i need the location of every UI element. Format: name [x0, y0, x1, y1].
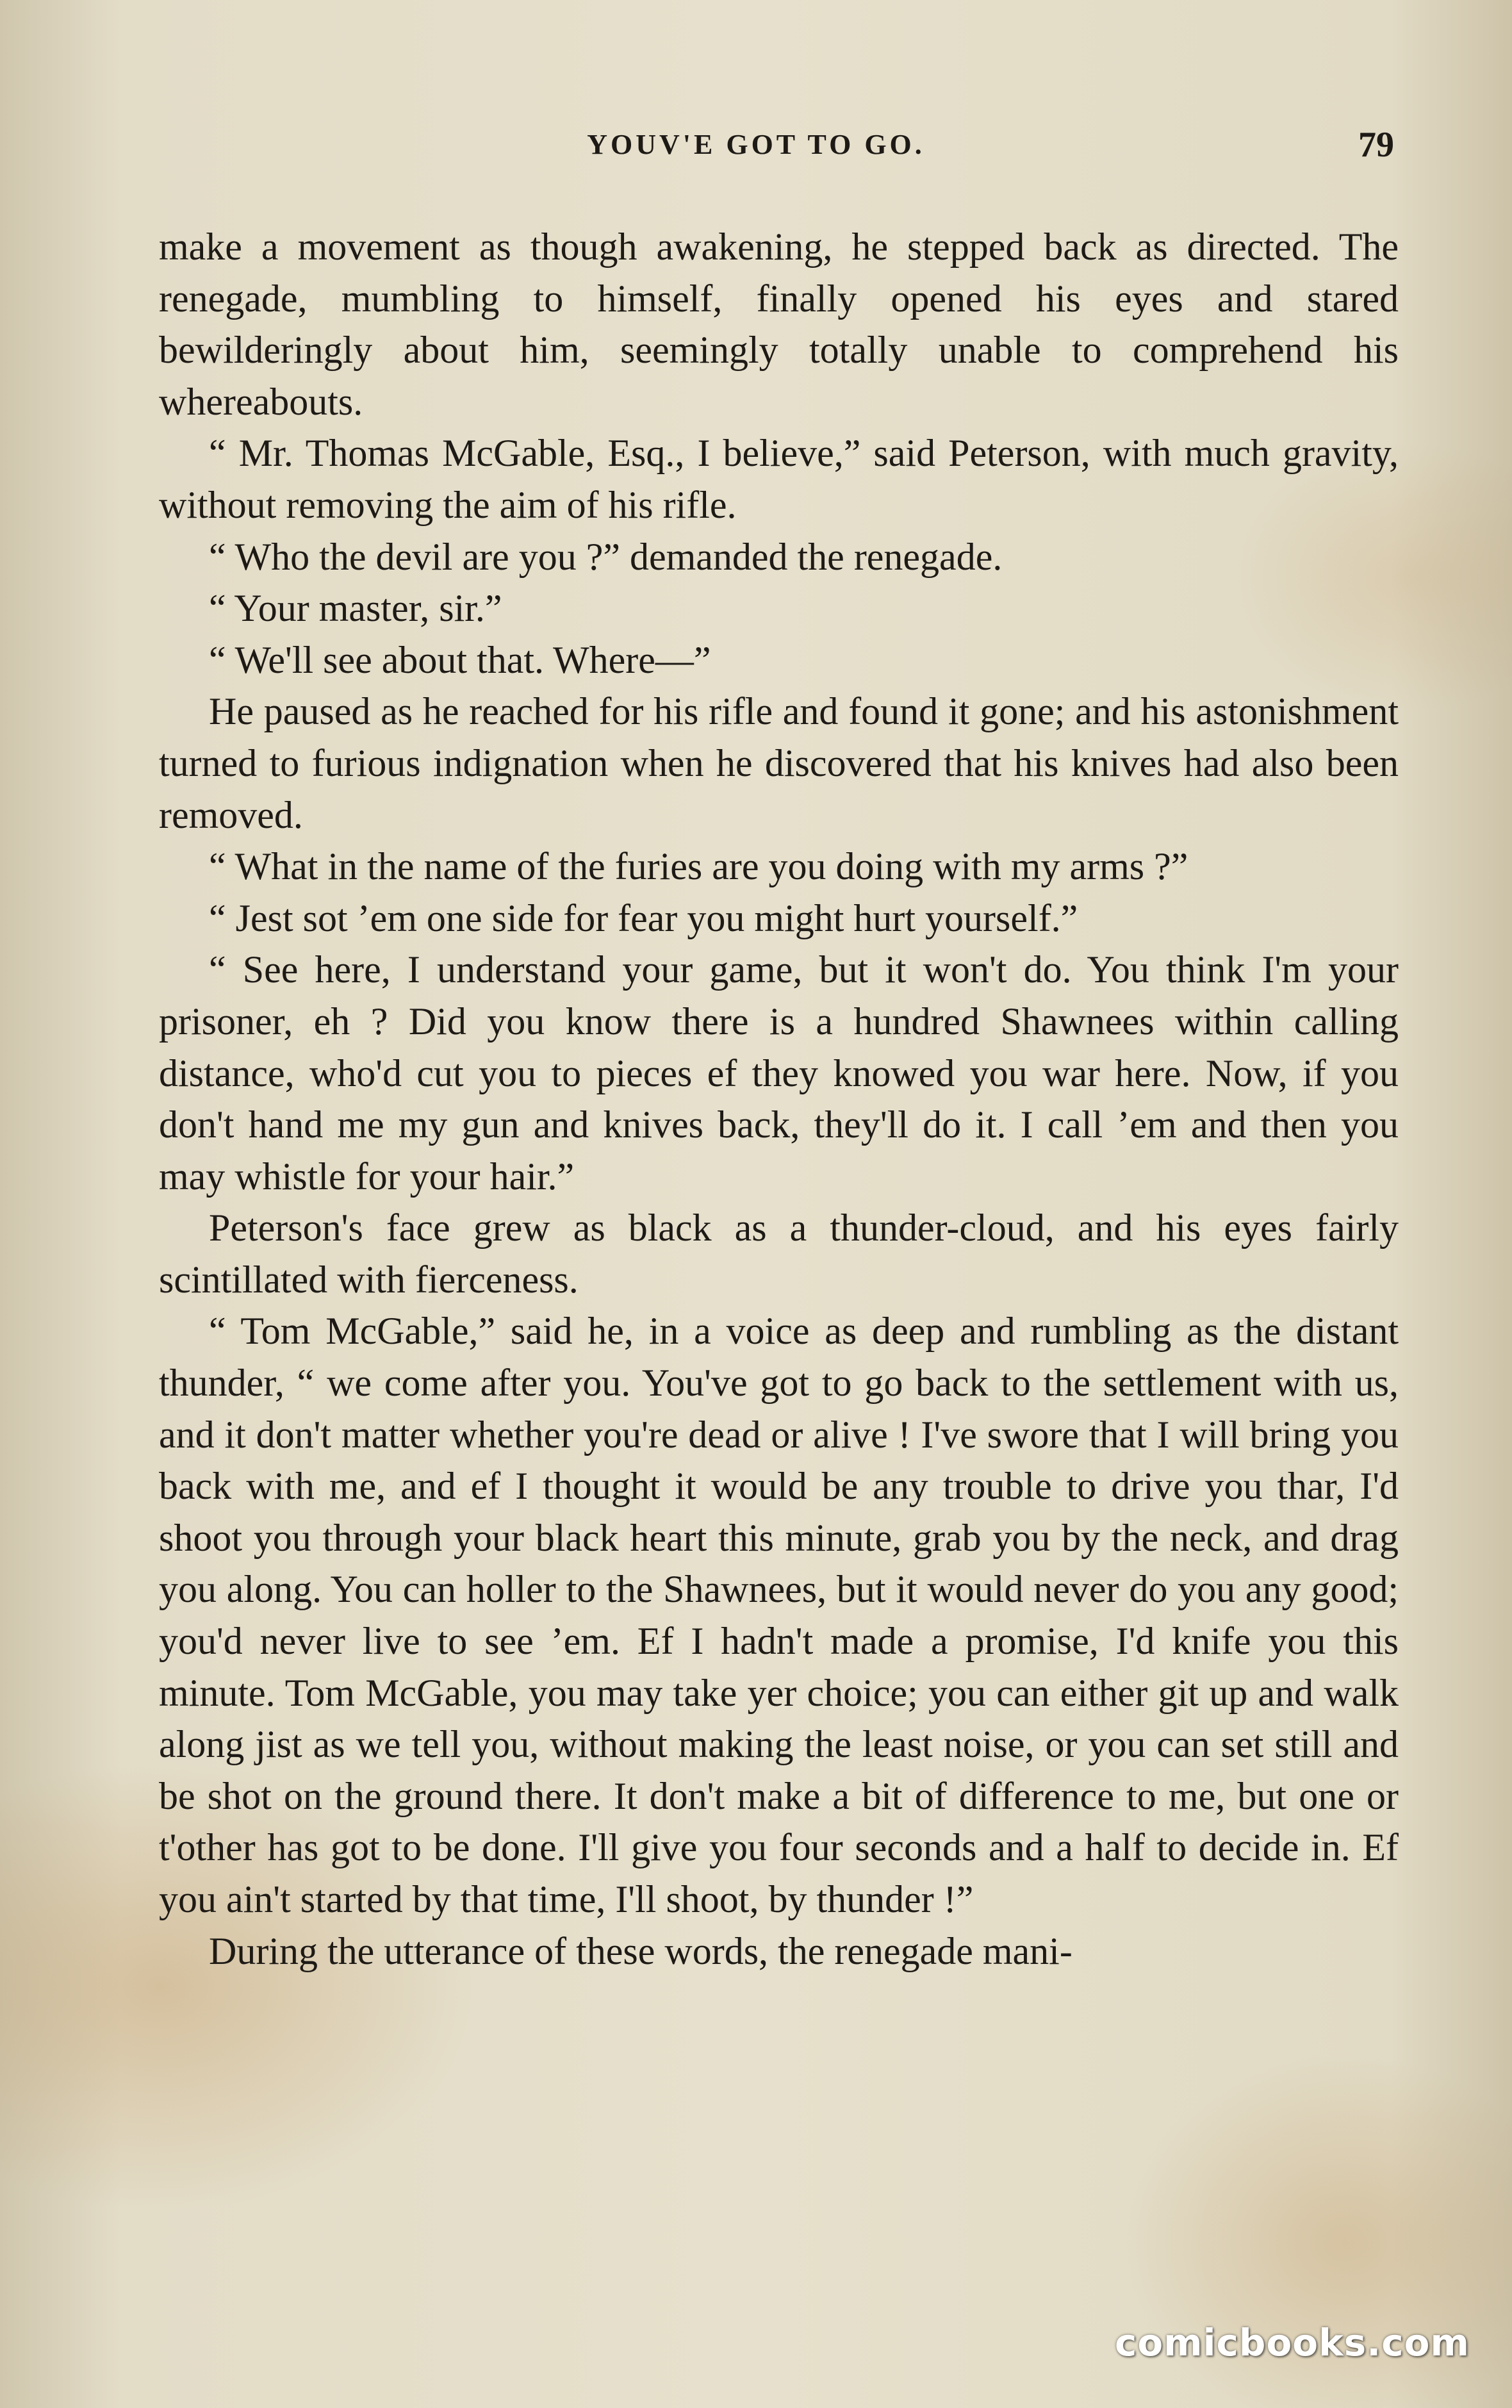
- paragraph: “ Mr. Thomas McGable, Esq., I believe,” said Peterson, with much gravity, without removing the aim of his rifle.: [159, 432, 1399, 526]
- running-head: YOUV'E GOT TO GO.: [587, 129, 925, 160]
- paragraph: He paused as he reached for his rifle and found it gone; and his astonishment turned to furious indignation when he discovered that his knives had also been removed.: [159, 690, 1399, 836]
- paragraph: Peterson's face grew as black as a thunder-cloud, and his eyes fairly scintillated with fierceness.: [159, 1207, 1399, 1301]
- paragraph: “ Your master, sir.”: [209, 587, 502, 630]
- paragraph: “ Jest sot ’em one side for fear you might hurt yourself.”: [209, 896, 1078, 939]
- page-number: 79: [1358, 125, 1394, 165]
- paragraph: “ Who the devil are you ?” demanded the renegade.: [209, 535, 1003, 578]
- paragraph: “ We'll see about that. Where—”: [209, 638, 711, 681]
- paragraph: “ See here, I understand your game, but it won't do. You think I'm your prisoner, eh ? Did you know there is a hundred Shawnees within calling distance, who'd cut you to pieces ef they knowed you war here. Now, if you don't hand me my gun and knives back, they'll do it. I call ’em and then you may whistle for your hair.”: [159, 948, 1399, 1198]
- paragraph: make a movement as though awakening, he stepped back as directed. The renegade, mumbling to himself, finally opened his eyes and stared bewilderingly about him, seemingly totally unable to comprehend his whereabouts.: [159, 226, 1399, 423]
- body-text: [159, 221, 1399, 1977]
- paragraph: During the utterance of these words, the renegade mani-: [209, 1929, 1072, 1972]
- watermark: comicbooks.com: [1115, 2321, 1470, 2364]
- paragraph: “ What in the name of the furies are you doing with my arms ?”: [209, 845, 1188, 888]
- paragraph: “ Tom McGable,” said he, in a voice as deep and rumbling as the distant thunder, “ we come after you. You've got to go back to the settlement with us, and it don't matter whether you're dead or alive ! I've swore that I will bring you back with me, and ef I thought it would be any trouble to drive you thar, I'd shoot you through your black heart this minute, grab you by the neck, and drag you along. You can holler to the Shawnees, but it would never do you any good; you'd never live to see ’em. Ef I hadn't made a promise, I'd knife you this minute. Tom McGable, you may take yer choice; you can either git up and walk along jist as we tell you, without making the least noise, or you can set still and be shot on the ground there. It don't make a bit of difference to me, but one or t'other has got to be done. I'll give you four seconds and a half to decide in. Ef you ain't started by that time, I'll shoot, by thunder !”: [159, 1310, 1399, 1920]
- page-header: [0, 125, 1512, 179]
